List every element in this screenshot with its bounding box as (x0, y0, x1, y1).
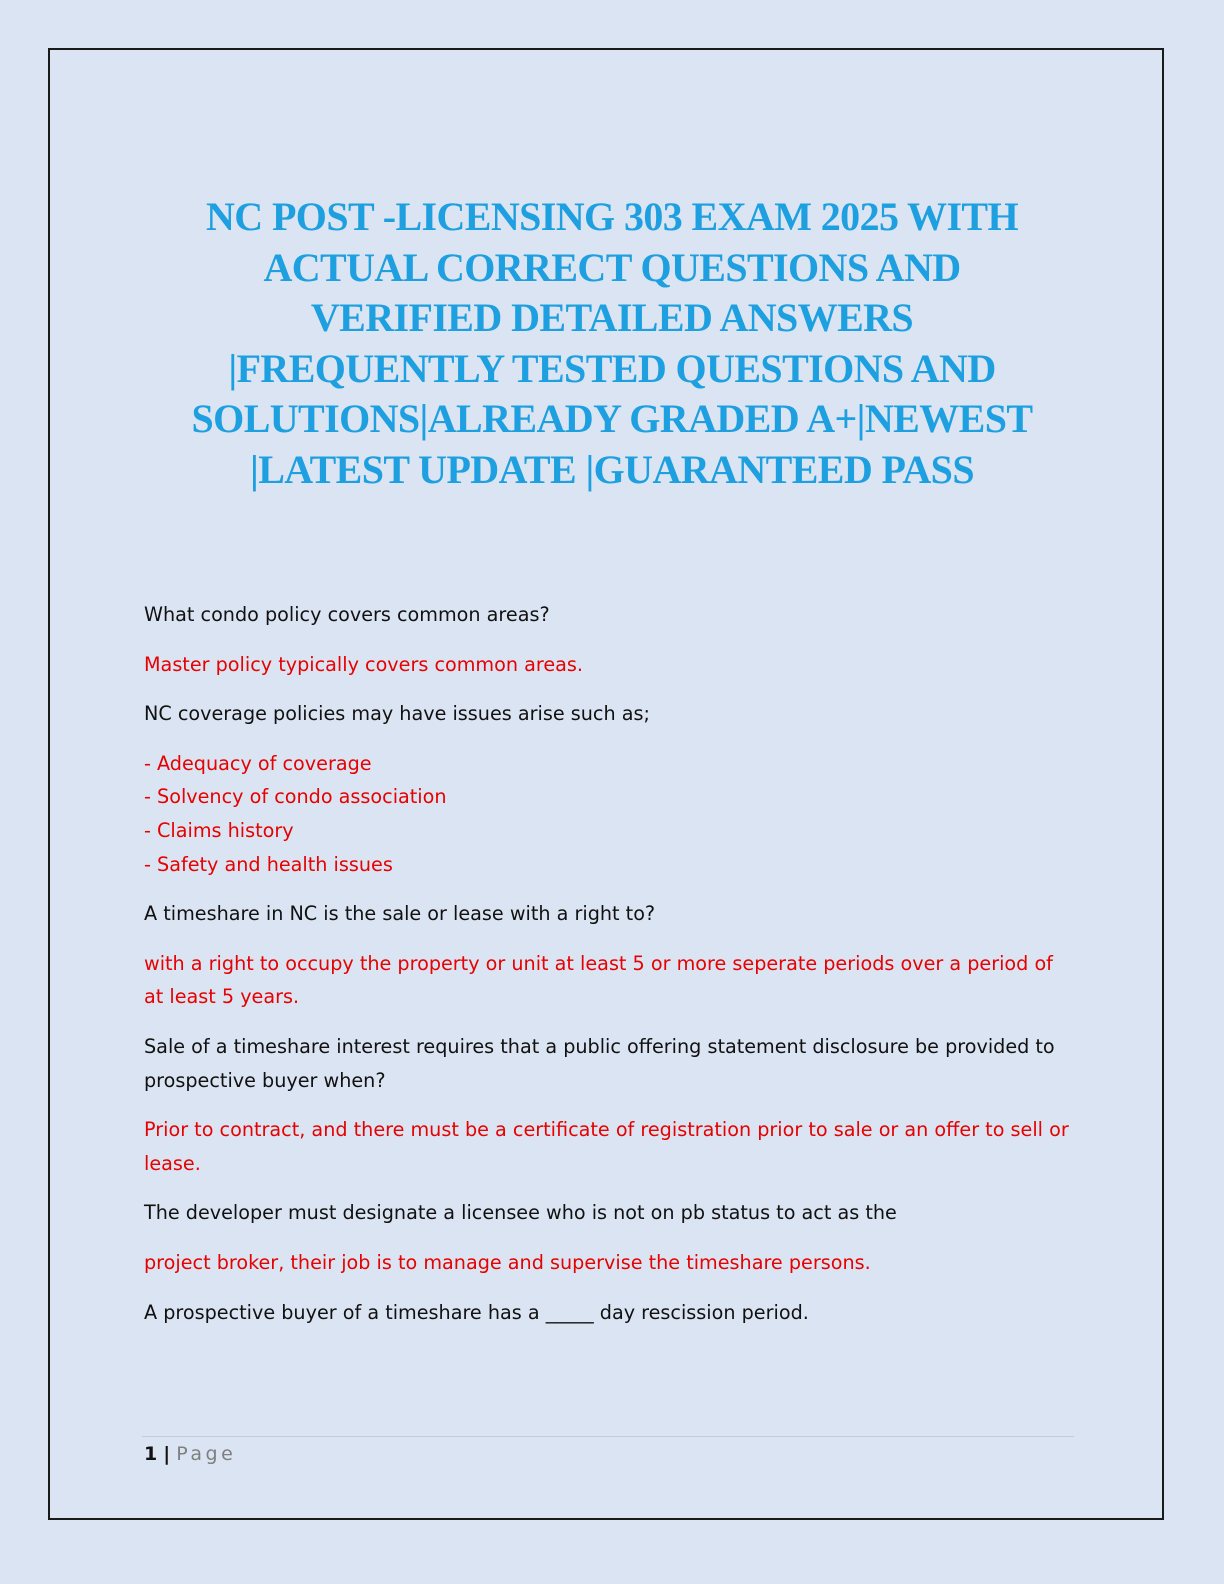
question-1: What condo policy covers common areas? (144, 603, 550, 626)
answer-5: project broker, their job is to manage and supervise the timeshare persons. (144, 1250, 871, 1274)
question-4 (144, 1030, 1084, 1097)
title-line: SOLUTIONS|ALREADY GRADED A+|NEWEST (191, 396, 1033, 441)
title-line: |FREQUENTLY TESTED QUESTIONS AND (228, 345, 996, 391)
answer-1: Master policy typically covers common areas. (144, 652, 584, 676)
answer-2-item: - Claims history (144, 818, 294, 842)
answer-2-list (144, 747, 1084, 881)
question-4-line: Sale of a timeshare interest requires that a public offering statement disclosure be provided to (144, 1034, 1055, 1058)
page-separator: | (163, 1443, 171, 1465)
question-3: A timeshare in NC is the sale or lease with a right to? (144, 902, 656, 926)
answer-4-line: Prior to contract, and there must be a certificate of registration prior to sale or an offer to sell or (144, 1118, 1069, 1142)
title-line: VERIFIED DETAILED ANSWERS (310, 295, 914, 340)
page-number: 1 (144, 1443, 158, 1465)
question-5: The developer must designate a licensee who is not on pb status to act as the (144, 1201, 897, 1225)
footer-divider (142, 1436, 1074, 1437)
title-line: NC POST -LICENSING 303 EXAM 2025 WITH (206, 194, 1018, 239)
answer-4 (144, 1113, 1084, 1180)
title-line: |LATEST UPDATE |GUARANTEED PASS (250, 446, 974, 492)
document-body (144, 598, 1084, 1329)
document-title (110, 192, 1114, 495)
answer-2-item: - Safety and health issues (144, 852, 393, 876)
answer-3-line: with a right to occupy the property or unit at least 5 or more seperate periods over a period of (144, 951, 1053, 975)
question-6: A prospective buyer of a timeshare has a _____ day rescission period. (144, 1300, 809, 1324)
question-2: NC coverage policies may have issues arise such as; (144, 702, 650, 726)
page-label: Page (176, 1443, 237, 1465)
answer-3-line: at least 5 years. (144, 985, 300, 1009)
question-4-line: prospective buyer when? (144, 1068, 386, 1092)
page-footer (144, 1440, 236, 1468)
answer-3 (144, 947, 1084, 1014)
answer-2-item: - Solvency of condo association (144, 785, 447, 809)
answer-4-line: lease. (144, 1151, 201, 1175)
answer-2-item: - Adequacy of coverage (144, 751, 372, 775)
title-line: ACTUAL CORRECT QUESTIONS AND (263, 244, 961, 290)
